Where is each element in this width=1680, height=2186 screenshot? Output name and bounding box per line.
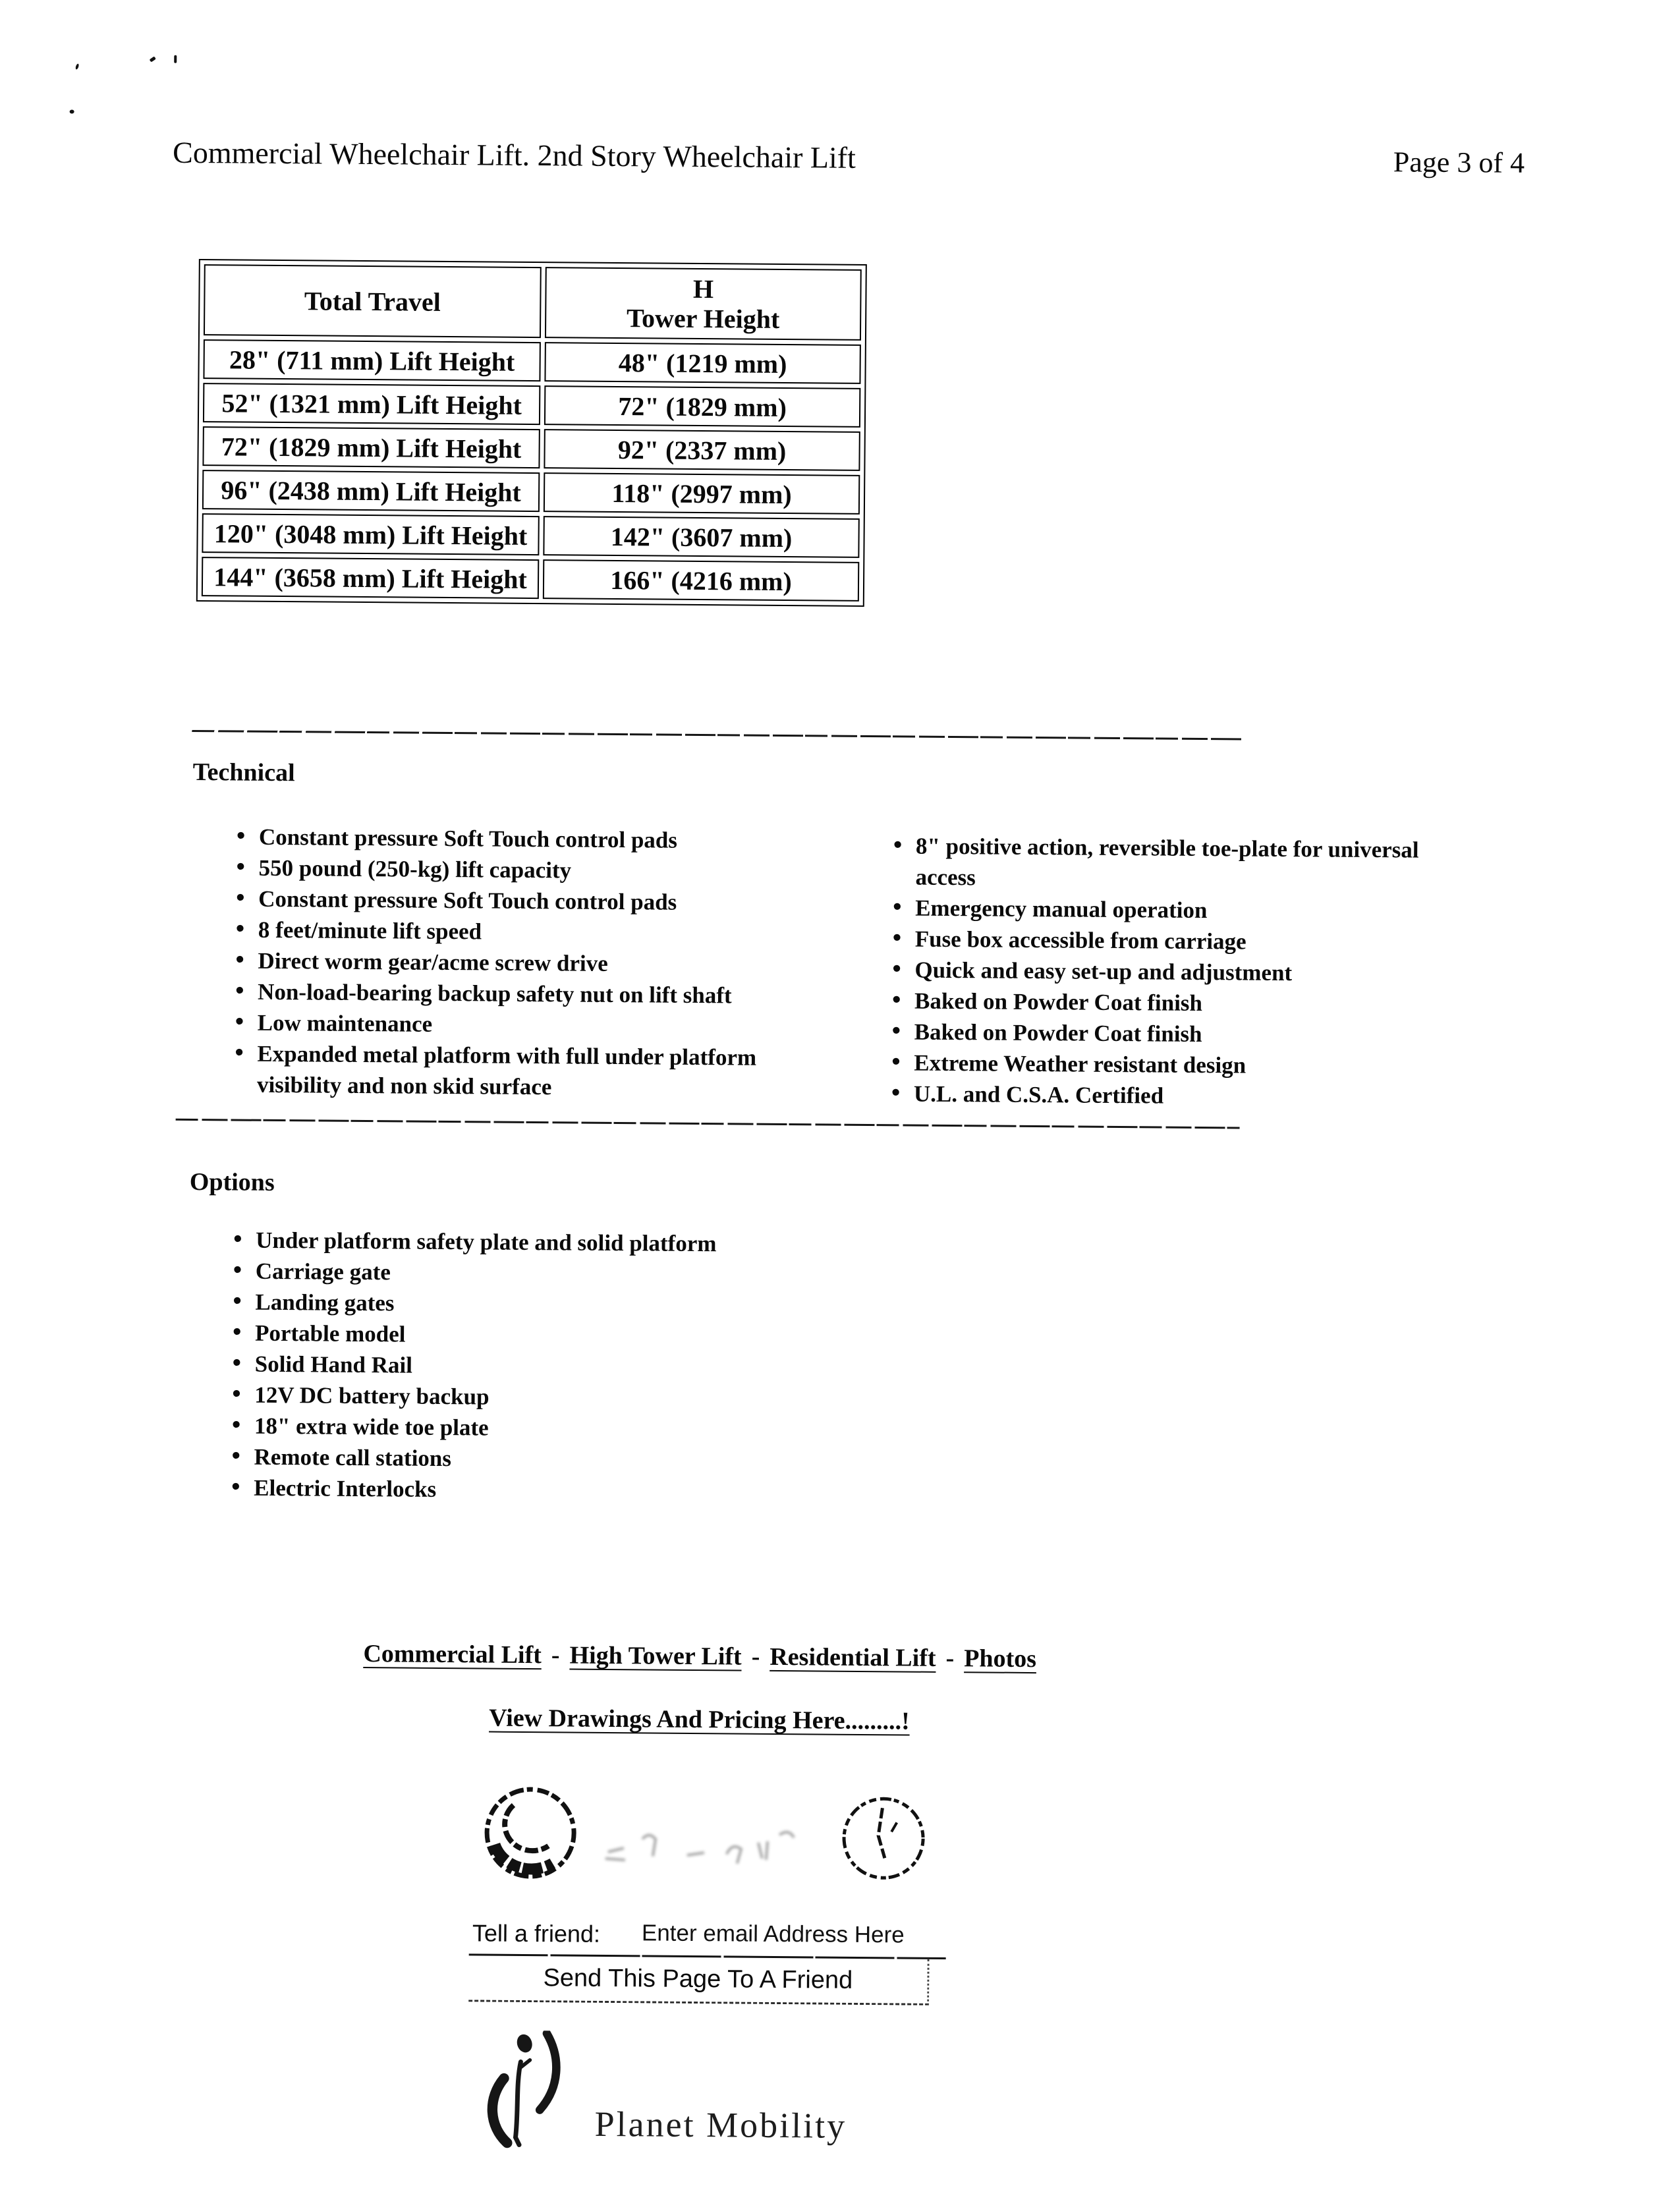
- list-item: • Electric Interlocks: [230, 1472, 876, 1508]
- commercial-lift-link[interactable]: Commercial Lift: [363, 1640, 542, 1669]
- list-item: • 18" extra wide toe plate: [231, 1410, 876, 1446]
- travel-cell: 72" (1829 mm) Lift Height: [202, 426, 540, 468]
- list-item: • Emergency manual operation: [891, 892, 1557, 928]
- tower-cell: 72" (1829 mm): [544, 385, 860, 428]
- tell-a-friend-label: Tell a friend:: [472, 1919, 601, 1948]
- list-item: • Direct worm gear/acme screw drive: [234, 945, 860, 980]
- list-item: • Non-load-bearing backup safety nut on lift shaft: [234, 976, 860, 1011]
- list-item: • Constant pressure Soft Touch control pads: [235, 821, 861, 856]
- tower-cell: 48" (1219 mm): [544, 342, 860, 384]
- list-item: • Remote call stations: [230, 1441, 876, 1477]
- separator-line: [176, 1119, 1240, 1129]
- list-item: • Baked on Powder Coat finish: [891, 1016, 1556, 1052]
- list-item: • 550 pound (250-kg) lift capacity: [235, 852, 860, 887]
- tower-cell: 142" (3607 mm): [543, 516, 859, 558]
- table-row: [203, 339, 860, 384]
- scan-artifact: [75, 63, 80, 70]
- col-header-label: Total Travel: [304, 285, 441, 317]
- tower-cell: 118" (2997 mm): [544, 472, 860, 515]
- travel-cell: 52" (1321 mm) Lift Height: [203, 383, 540, 425]
- travel-cell: 28" (711 mm) Lift Height: [203, 339, 540, 381]
- list-item: • Landing gates: [231, 1286, 877, 1322]
- technical-heading: Technical: [192, 758, 295, 787]
- table-row: [202, 557, 859, 602]
- scan-artifact: [174, 55, 177, 63]
- scan-artifact: [150, 56, 156, 62]
- list-item: • Fuse box accessible from carriage: [891, 923, 1557, 959]
- photos-link[interactable]: Photos: [964, 1644, 1037, 1673]
- list-item: • Constant pressure Soft Touch control pads: [235, 883, 860, 918]
- tower-cell: 166" (4216 mm): [543, 559, 859, 602]
- list-item: • Low maintenance: [234, 1007, 860, 1042]
- list-item: • Solid Hand Rail: [231, 1348, 877, 1384]
- list-item: • Extreme Weather resistant design: [890, 1047, 1555, 1083]
- list-item: • Under platform safety plate and solid platform: [232, 1224, 878, 1260]
- tower-cell: 92" (2337 mm): [544, 429, 860, 471]
- options-heading: Options: [189, 1167, 275, 1196]
- page-title: Commercial Wheelchair Lift. 2nd Story Wheelchair Lift: [172, 135, 856, 175]
- scan-artifact: [70, 109, 74, 113]
- link-separator: -: [945, 1644, 955, 1673]
- list-item: • Expanded metal platform with full under platform visibility and non skid surface: [233, 1038, 860, 1104]
- list-item: • 8 feet/minute lift speed: [235, 914, 860, 949]
- list-item: • Portable model: [231, 1317, 877, 1353]
- col-header-label-line1: H: [692, 273, 714, 304]
- separator-line: [192, 730, 1243, 741]
- page-header: [173, 136, 1525, 181]
- footer-nav: [186, 1638, 1214, 1675]
- email-graphic: [469, 1766, 951, 1905]
- table-row: [203, 383, 860, 428]
- wheelchair-figure-icon: [478, 2030, 590, 2150]
- list-item: • U.L. and C.S.A. Certified: [890, 1078, 1555, 1114]
- technical-list-right: [890, 830, 1557, 1114]
- travel-cell: 120" (3048 mm) Lift Height: [202, 513, 539, 555]
- list-item: • 8" positive action, reversible toe-plate for universal access: [891, 830, 1557, 897]
- table-row: [202, 470, 860, 515]
- table-row: [202, 426, 860, 471]
- travel-cell: 96" (2438 mm) Lift Height: [202, 470, 540, 512]
- list-item: • Quick and easy set-up and adjustment: [891, 954, 1556, 990]
- page-indicator: Page 3 of 4: [1393, 146, 1525, 179]
- link-separator: -: [751, 1642, 760, 1671]
- technical-list-left: [233, 821, 861, 1104]
- residential-lift-link[interactable]: Residential Lift: [770, 1642, 936, 1672]
- list-item: • Baked on Powder Coat finish: [891, 985, 1556, 1021]
- list-item: • 12V DC battery backup: [231, 1379, 876, 1415]
- view-drawings-pricing-link[interactable]: View Drawings And Pricing Here.........!: [489, 1704, 910, 1735]
- col-header-label-line2: Tower Height: [626, 303, 780, 334]
- drawings-pricing-row: [185, 1701, 1213, 1738]
- table-row: [202, 513, 859, 558]
- list-item: • Carriage gate: [232, 1255, 878, 1291]
- send-page-button[interactable]: Send This Page To A Friend: [468, 1955, 930, 2005]
- high-tower-lift-link[interactable]: High Tower Lift: [569, 1641, 742, 1671]
- spec-table: [196, 259, 867, 607]
- planet-mobility-logo[interactable]: [478, 2030, 847, 2152]
- col-header-tower-height: [545, 267, 862, 341]
- link-separator: -: [551, 1641, 560, 1669]
- email-input[interactable]: [642, 1915, 941, 1953]
- options-list: [230, 1224, 878, 1508]
- table-header-row: [204, 264, 862, 341]
- logo-text: Planet Mobility: [594, 2104, 847, 2146]
- col-header-total-travel: [204, 264, 542, 338]
- travel-cell: 144" (3658 mm) Lift Height: [202, 557, 539, 599]
